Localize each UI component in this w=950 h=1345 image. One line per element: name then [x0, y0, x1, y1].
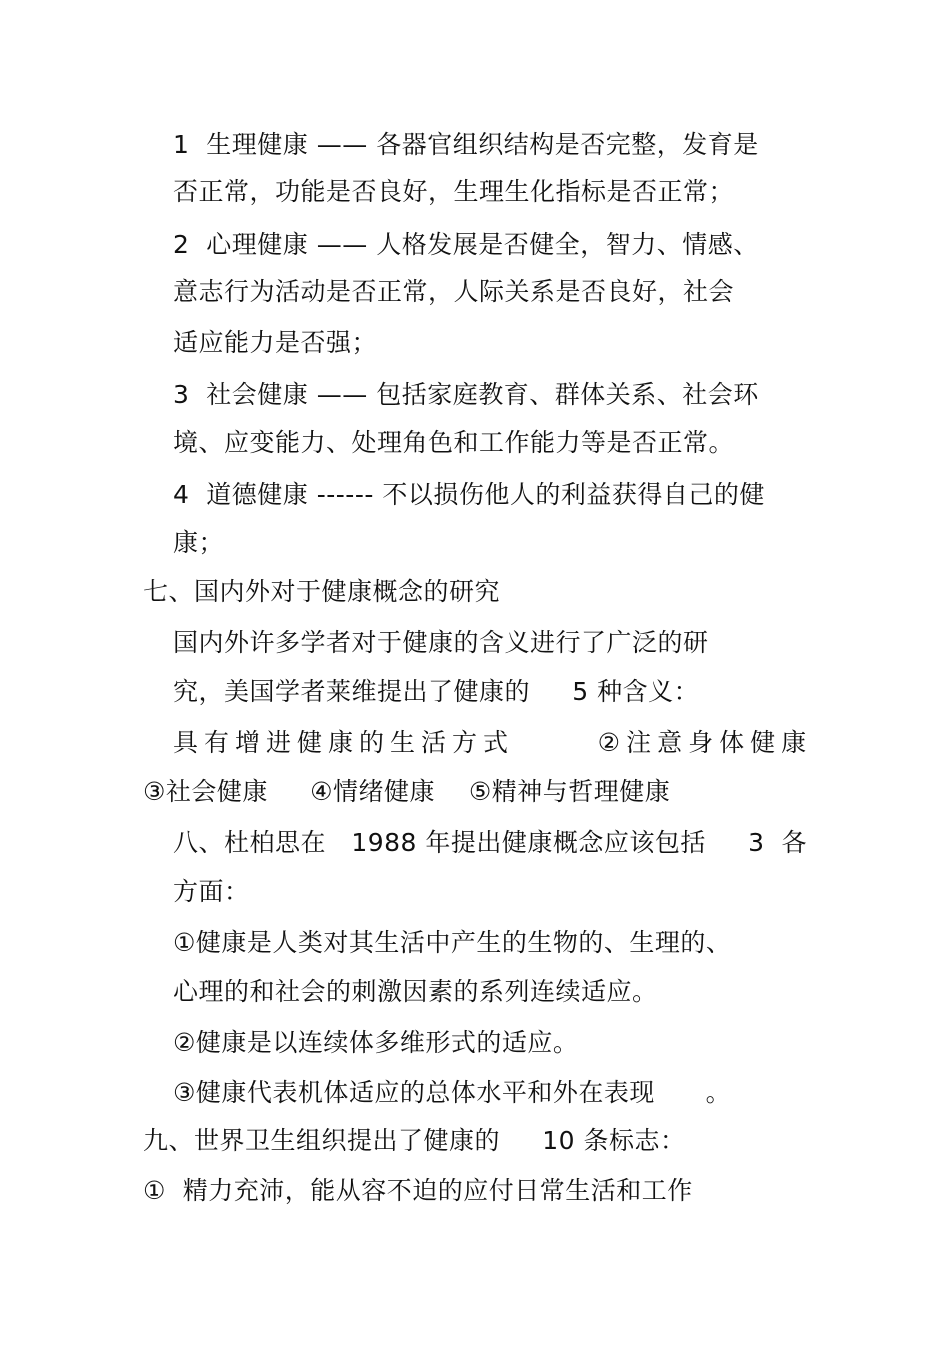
text-line: 国内外许多学者对于健康的含义进行了广泛的研 — [173, 628, 709, 657]
text-line: 否正常，功能是否良好，生理生化指标是否正常； — [173, 177, 735, 206]
text-line: 3 社会健康 —— 包括家庭教育、群体关系、社会环 — [173, 380, 759, 409]
text-line: 境、应变能力、处理角色和工作能力等是否正常。 — [173, 428, 735, 457]
text-line: ③健康代表机体适应的总体水平和外在表现 。 — [173, 1078, 732, 1107]
text-line: 方面： — [173, 877, 250, 906]
text-line: ②健康是以连续体多维形式的适应。 — [173, 1028, 579, 1057]
text-line: 1 生理健康 —— 各器官组织结构是否完整，发育是 — [173, 130, 759, 159]
text-line: 康； — [173, 528, 225, 557]
text-line: 4 道德健康 ------ 不以损伤他人的利益获得自己的健 — [173, 480, 765, 509]
text-line: ① 精力充沛，能从容不迫的应付日常生活和工作 — [143, 1176, 693, 1205]
section-heading-9: 九、世界卫生组织提出了健康的 10 条标志： — [143, 1126, 686, 1155]
text-line: 心理的和社会的刺激因素的系列连续适应。 — [173, 977, 658, 1006]
section-heading-7: 七、国内外对于健康概念的研究 — [143, 577, 501, 606]
section-heading-8: 八、杜柏思在 1988 年提出健康概念应该包括 3 各 — [173, 828, 807, 857]
text-line: 究，美国学者莱维提出了健康的 5 种含义： — [173, 677, 700, 706]
text-line: 适应能力是否强； — [173, 328, 378, 357]
text-line: ③社会健康 ④情绪健康 ⑤精神与哲理健康 — [143, 777, 671, 806]
text-line: ①健康是人类对其生活中产生的生物的、生理的、 — [173, 928, 732, 957]
text-line: 2 心理健康 —— 人格发展是否健全，智力、情感、 — [173, 230, 759, 259]
text-line: 意志行为活动是否正常，人际关系是否良好，社会 — [173, 277, 735, 306]
text-line: 具有增进健康的生活方式 ②注意身体健康 — [173, 728, 813, 757]
